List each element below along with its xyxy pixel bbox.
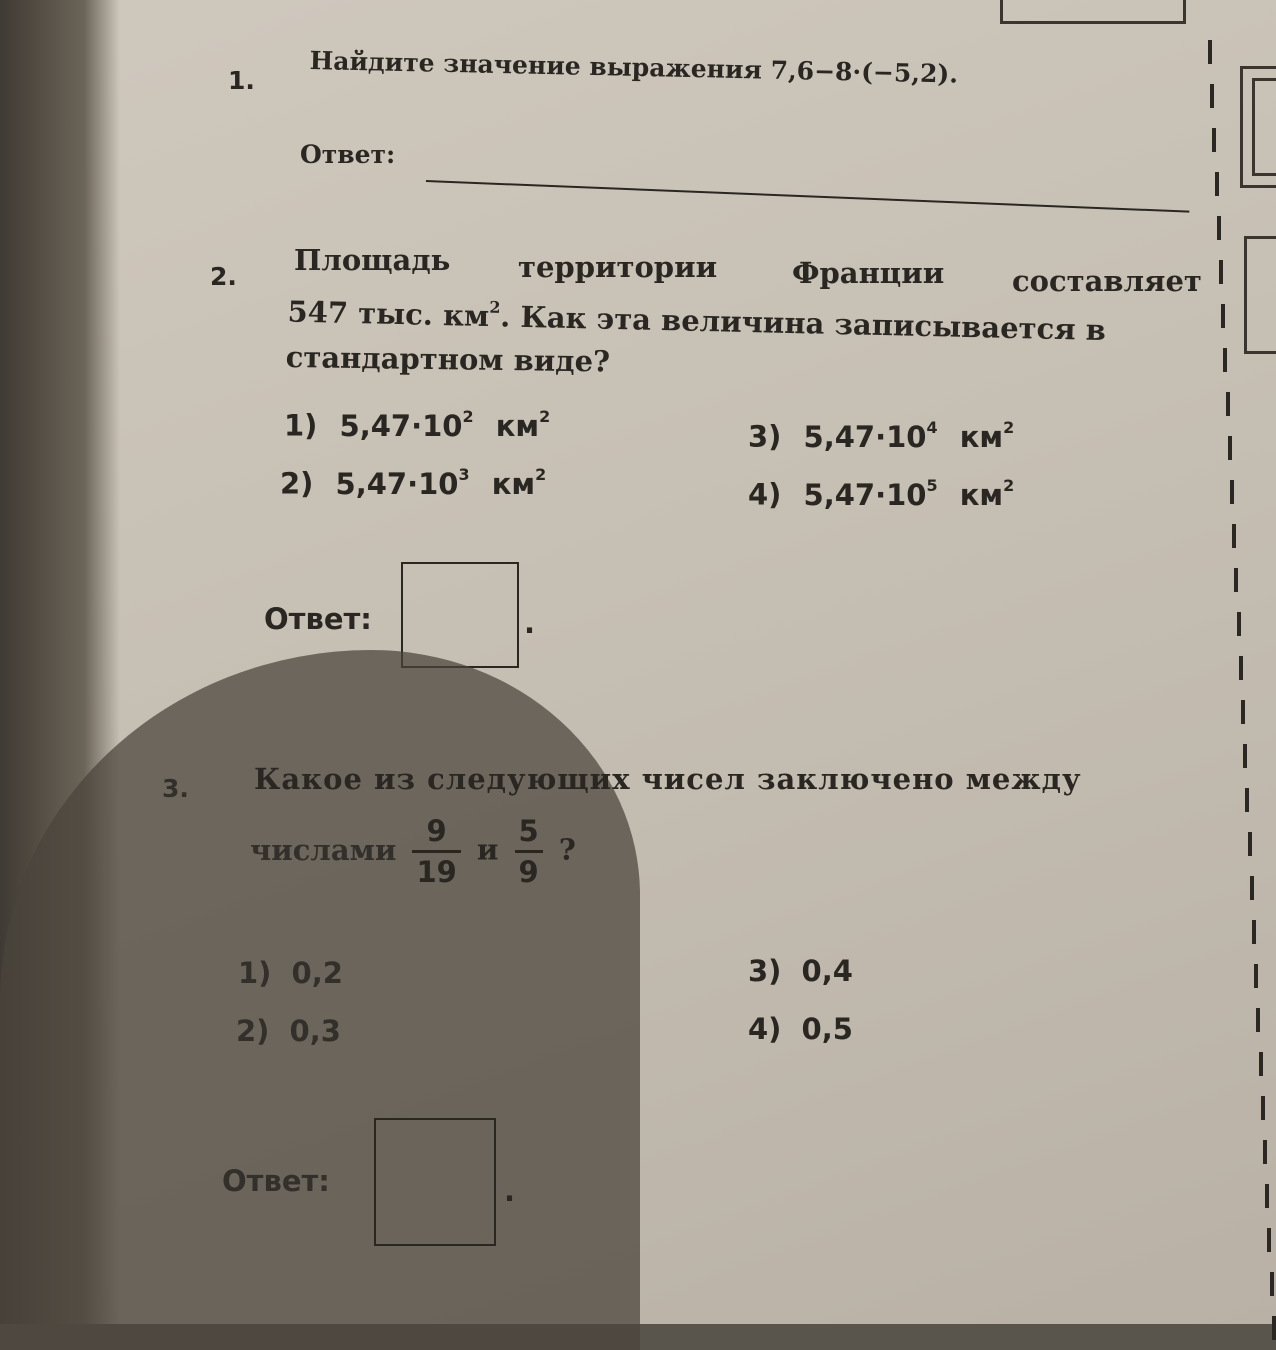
fraction-numerator: 9 — [412, 812, 460, 853]
option-mantissa: 5,47·10 — [803, 477, 927, 512]
task2-word-2: территории — [518, 250, 718, 284]
option-unit: км — [495, 408, 540, 443]
option-value: 0,5 — [801, 1012, 853, 1046]
cut-line-dash — [1252, 920, 1256, 944]
fraction-5-9 — [515, 812, 543, 891]
option-label: 1) — [238, 956, 272, 990]
option-mantissa: 5,47·10 — [335, 466, 459, 501]
cut-line-dash — [1243, 744, 1247, 768]
fraction-denominator: 19 — [416, 855, 457, 889]
task2-option-3 — [748, 418, 1014, 454]
option-exp: 2 — [462, 407, 474, 426]
task3-number: 3. — [162, 774, 189, 803]
margin-frame-2 — [1244, 236, 1276, 354]
task2-answer-dot: . — [524, 606, 536, 640]
cut-line-dash — [1234, 568, 1238, 592]
cut-line-dash — [1226, 392, 1230, 416]
cut-line-dash — [1239, 656, 1243, 680]
cut-line-dash — [1248, 832, 1252, 856]
cut-line-dash — [1237, 612, 1241, 636]
cut-line-dash — [1263, 1140, 1267, 1164]
option-exp: 3 — [458, 465, 470, 484]
task2-answer-label: Ответ: — [264, 602, 372, 636]
option-label: 4) — [748, 1012, 782, 1046]
cut-line-dash — [1267, 1228, 1271, 1252]
option-unit-exp: 2 — [535, 465, 547, 484]
cut-line-dash — [1265, 1184, 1269, 1208]
task3-option-1 — [238, 956, 343, 990]
option-unit: км — [959, 477, 1004, 512]
cut-line-dash — [1241, 700, 1245, 724]
option-value: 0,4 — [801, 954, 853, 988]
task3-option-2 — [236, 1014, 341, 1048]
option-mantissa: 5,47·10 — [339, 408, 463, 443]
task2-line2-rest: . Как эта величина записывается в — [499, 299, 1107, 348]
task2-answer-box[interactable] — [401, 562, 519, 668]
task2-line3: стандартном виде? — [285, 340, 611, 379]
margin-frame-1-inner — [1252, 78, 1276, 176]
task1-number: 1. — [228, 66, 255, 95]
cut-line-dash — [1212, 128, 1216, 152]
top-frame — [1000, 0, 1186, 24]
cut-line-dash — [1261, 1096, 1265, 1120]
question-mark: ? — [558, 832, 576, 867]
option-label: 2) — [236, 1014, 270, 1048]
option-label: 2) — [280, 466, 314, 501]
cut-line-dash — [1210, 84, 1214, 108]
cut-line-dash — [1272, 1316, 1276, 1340]
cut-line-dash — [1230, 480, 1234, 504]
task3-option-3 — [748, 954, 853, 988]
task2-option-1 — [284, 407, 550, 443]
option-exp: 4 — [926, 418, 938, 437]
option-unit: км — [491, 466, 536, 501]
cut-line-dash — [1232, 524, 1236, 548]
task2-line2-sup: 2 — [489, 297, 501, 317]
task2-line2-start: 547 тыс. км — [287, 294, 490, 334]
cut-line-dash — [1270, 1272, 1274, 1296]
option-value: 0,3 — [289, 1014, 341, 1048]
option-unit-exp: 2 — [1003, 476, 1015, 495]
option-label: 3) — [748, 954, 782, 988]
task3-answer-dot: . — [504, 1174, 516, 1208]
option-mantissa: 5,47·10 — [803, 419, 927, 454]
option-label: 4) — [748, 477, 782, 512]
fraction-denominator: 9 — [518, 855, 539, 889]
cut-line-dash — [1245, 788, 1249, 812]
fraction-9-19 — [412, 812, 460, 891]
option-unit-exp: 2 — [1003, 418, 1015, 437]
option-value: 0,2 — [291, 956, 343, 990]
task1-answer-line — [426, 180, 1189, 213]
cut-line-dash — [1223, 348, 1227, 372]
cut-line-dash — [1208, 40, 1212, 64]
task3-line2 — [250, 812, 576, 891]
fraction-numerator: 5 — [515, 812, 543, 853]
cut-line-dash — [1228, 436, 1232, 460]
option-unit-exp: 2 — [539, 407, 551, 426]
task3-line1: Какое из следующих чисел заключено между — [254, 762, 1082, 796]
task2-line2 — [287, 293, 1106, 347]
cut-line-dash — [1250, 876, 1254, 900]
cut-line-dash — [1259, 1052, 1263, 1076]
task2-word-4: составляет — [1012, 264, 1202, 298]
task3-option-4 — [748, 1012, 853, 1046]
option-exp: 5 — [926, 476, 938, 495]
option-label: 1) — [284, 408, 318, 443]
task1-text: Найдите значение выражения 7,6−8·(−5,2). — [309, 46, 959, 89]
and-word: и — [476, 832, 499, 867]
task3-answer-box[interactable] — [374, 1118, 496, 1246]
task2-option-2 — [280, 465, 546, 501]
task3-answer-label: Ответ: — [222, 1164, 330, 1198]
cut-line-dash — [1256, 1008, 1260, 1032]
cut-line-dash — [1217, 216, 1221, 240]
task2-word-1: Площадь — [294, 243, 451, 277]
task2-word-3: Франции — [792, 256, 945, 290]
cut-line-dash — [1219, 260, 1223, 284]
task2-option-4 — [748, 476, 1014, 512]
task1-answer-label: Ответ: — [300, 140, 396, 169]
option-label: 3) — [748, 419, 782, 454]
cut-line-dash — [1215, 172, 1219, 196]
task2-number: 2. — [210, 262, 237, 291]
cut-line-dash — [1254, 964, 1258, 988]
option-unit: км — [959, 419, 1004, 454]
task3-line2-word: числами — [250, 832, 397, 867]
cut-line-dash — [1221, 304, 1225, 328]
